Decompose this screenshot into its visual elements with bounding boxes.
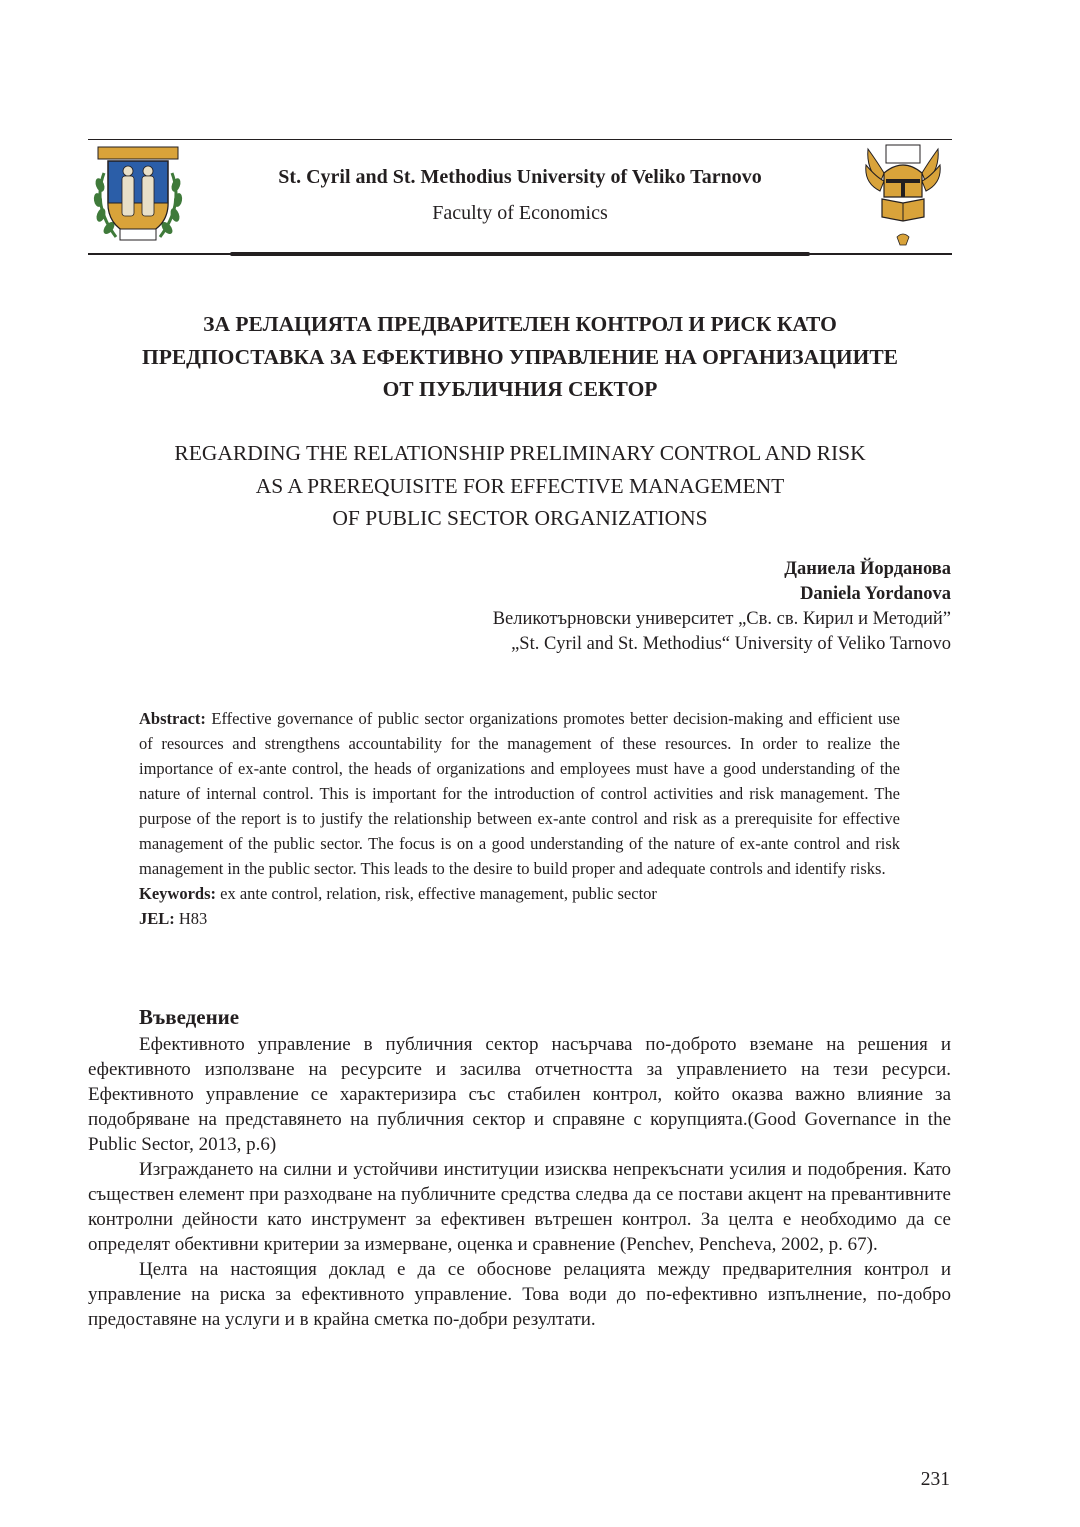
title-en-line: REGARDING THE RELATIONSHIP PRELIMINARY CONTROL AND RISK xyxy=(174,441,866,465)
page-number: 231 xyxy=(920,1469,950,1490)
header-top-rule xyxy=(88,139,952,140)
jel-code: H83 xyxy=(178,909,208,928)
keywords-label: Keywords: xyxy=(139,884,216,903)
intro-paragraph: Ефективното управление в публичния сектор насърчава по-доброто вземане на решения и ефективното използване на ресурсите и засилва отчетността за управлението на тези ресурси. Ефективното управление се характеризира със стабилен контрол, който оказва важно влияние за подобряване на представянето на публичния сектор и справяне с корупцията.(Good Governance in the Public Sector, 2013, p.6) xyxy=(88,1034,951,1155)
jel-label: JEL: xyxy=(139,909,175,928)
university-name: St. Cyril and St. Methodius University of Veliko Tarnovo xyxy=(278,166,762,188)
title-en-line: AS A PREREQUISITE FOR EFFECTIVE MANAGEMENT xyxy=(255,473,785,498)
keywords-text: ex ante control, relation, risk, effective management, public sector xyxy=(220,884,657,903)
author-name-en: Daniela Yordanova xyxy=(800,584,951,604)
abstract-section xyxy=(139,706,900,931)
intro-paragraph: Изграждането на силни и устойчиви институции изисква непрекъснати усилия и подобрения. Като съществен елемент при разходване на публичните средства следва да се постави акцент на превантивните контролни дейности като инструмент за ефективен вътрешен контрол. За целта е необходимо да се определят обективни критерии за измерване, оценка и сравнение (Penchev, Pencheva, 2002, p. 67). xyxy=(88,1159,951,1255)
abstract-text: Effective governance of public sector organizations promotes better decision-making and efficient use of resources and strengthens accountability for the management of these resources. In order to realize the importance of ex-ante control, the heads of organizations and employees must have a good understanding of the nature of internal control. This is important for the introduction of control activities and risk management. The purpose of the report is to justify the relationship between ex-ante control and risk as a prerequisite for effective management of the public sector. The focus is on a good understanding of the nature of ex-ante control and risk management in the public sector. This leads to the desire to build proper and adequate controls and identify risks. xyxy=(139,709,900,878)
intro-body xyxy=(88,1032,951,1332)
title-bg-line: ЗА РЕЛАЦИЯТА ПРЕДВАРИТЕЛЕН КОНТРОЛ И РИСК КАТО xyxy=(203,312,837,336)
title-bulgarian xyxy=(90,308,950,406)
intro-paragraph: Целта на настоящия доклад е да се обоснове релацията между предварителния контрол и управление на риска за ефективното управление. Това води до по-ефективно изпълнение, по-добро предоставяне на услуги и в крайна сметка по-добри резултати. xyxy=(88,1259,951,1330)
header-bottom-rule-accent xyxy=(230,252,810,256)
intro-heading: Въведение xyxy=(139,1005,240,1029)
author-affiliation-en: „St. Cyril and St. Methodius“ University of Veliko Tarnovo xyxy=(511,634,951,654)
faculty-emblem-logo xyxy=(864,143,942,251)
title-bg-line: ПРЕДПОСТАВКА ЗА ЕФЕКТИВНО УПРАВЛЕНИЕ НА ОРГАНИЗАЦИИТЕ xyxy=(141,344,899,369)
title-en-line: OF PUBLIC SECTOR ORGANIZATIONS xyxy=(332,506,708,530)
author-name-bg: Даниела Йорданова xyxy=(784,559,951,579)
faculty-name: Faculty of Economics xyxy=(432,202,608,224)
title-bg-line: ОТ ПУБЛИЧНИЯ СЕКТОР xyxy=(382,377,658,401)
author-block xyxy=(493,557,951,657)
author-affiliation-bg: Великотърновски университет „Св. св. Кирил и Методий” xyxy=(492,609,951,629)
abstract-label: Abstract: xyxy=(139,709,206,728)
abstract-paragraph xyxy=(139,706,900,881)
university-crest-logo xyxy=(90,145,186,245)
jel-line xyxy=(139,906,900,931)
keywords-line xyxy=(139,881,900,906)
title-english xyxy=(90,437,950,535)
